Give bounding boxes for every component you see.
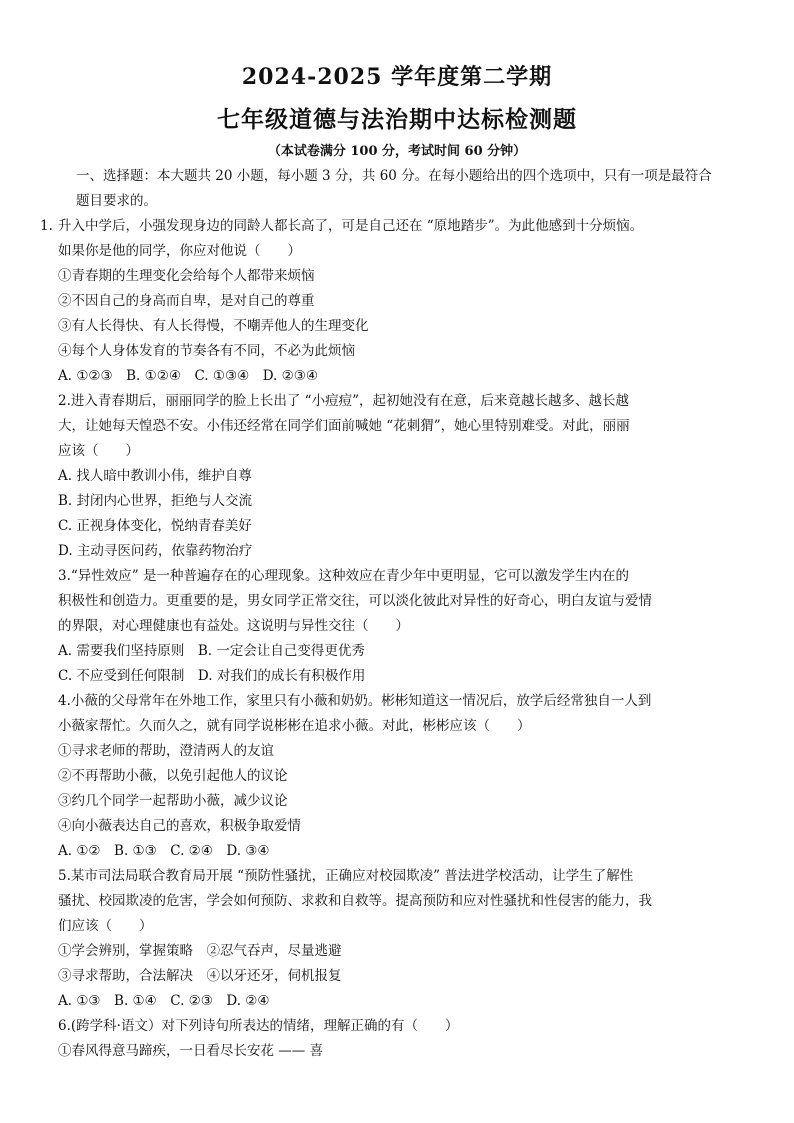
statement-item: ①寻求老师的帮助，澄清两人的友谊: [58, 743, 274, 759]
section-instructions-line: 题目要求的。: [76, 193, 157, 209]
answer-options: C. 不应受到任何限制 D. 对我们的成长有积极作用: [58, 668, 366, 684]
statement-item: ④向小薇表达自己的喜欢，积极争取爱情: [58, 818, 301, 834]
question-text: 骚扰、校园欺凌的危害，学会如何预防、求救和自救等。提高预防和应对性骚扰和性侵害的能力，我: [58, 893, 652, 909]
question-number: 1.: [40, 218, 53, 234]
statement-item: ①青春期的生理变化会给每个人都带来烦恼: [58, 268, 315, 284]
question-6-stem: 6.(跨学科·语文）对下列诗句所表达的情绪，理解正确的有（ ）: [58, 1018, 459, 1034]
question-1-stem: [40, 214, 734, 239]
answer-option: D. 主动寻医问药，依靠药物治疗: [58, 543, 253, 559]
question-text: 积极性和创造力。更重要的是，男女同学正常交往，可以淡化彼此对异性的好奇心，明白友谊与爱情: [58, 593, 652, 609]
answer-option: A. 找人暗中教训小伟，维护自尊: [58, 468, 252, 484]
statement-item: ③约几个同学一起帮助小薇，减少议论: [58, 793, 288, 809]
statement-item: ②不因自己的身高而自卑，是对自己的尊重: [58, 293, 315, 309]
answer-options: A. ①② B. ①③ C. ②④ D. ③④: [58, 843, 270, 859]
question-text: 小薇家帮忙。久而久之，就有同学说彬彬在追求小薇。对此，彬彬应该（ ）: [58, 718, 531, 734]
statement-items: ①学会辨别，掌握策略 ②忍气吞声，尽量逃避: [58, 943, 342, 959]
answer-options: A. ①③ B. ①④ C. ②③ D. ②④: [58, 993, 270, 1009]
exam-body: [40, 164, 734, 1064]
answer-options: A. 需要我们坚持原则 B. 一定会让自己变得更优秀: [58, 643, 365, 659]
statement-items: ③寻求帮助，合法解决 ④以牙还牙，伺机报复: [58, 968, 342, 984]
statement-item: ②不再帮助小薇，以免引起他人的议论: [58, 768, 288, 784]
question-2-stem: 2.进入青春期后，丽丽同学的脸上长出了 “小痘痘”，起初她没有在意，后来竟越长越多、越长越: [58, 393, 629, 409]
statement-item: ③有人长得快、有人长得慢，不嘲弄他人的生理变化: [58, 318, 369, 334]
question-text: 升入中学后，小强发现身边的同龄人都长高了，可是自己还在 “原地踏步”。为此他感到十分烦恼。: [58, 218, 644, 234]
answer-option: B. 封闭内心世界，拒绝与人交流: [58, 493, 253, 509]
question-text: 们应该（ ）: [58, 918, 153, 934]
question-4-stem: 4.小薇的父母常年在外地工作，家里只有小薇和奶奶。彬彬知道这一情况后，放学后经常独自一人到: [58, 693, 652, 709]
statement-item: ①春风得意马蹄疾，一日看尽长安花 —— 喜: [58, 1043, 324, 1059]
answer-option: C. 正视身体变化，悦纳青春美好: [58, 518, 252, 534]
exam-title: 七年级道德与法治期中达标检测题: [217, 106, 577, 133]
question-text: 如果你是他的同学，你应对他说（ ）: [58, 243, 301, 259]
exam-info: （本试卷满分 100 分，考试时间 60 分钟）: [267, 144, 527, 159]
question-text: 大，让她每天惶恐不安。小伟还经常在同学们面前喊她 “花刺猬”，她心里特别难受。对此，丽丽: [58, 418, 630, 434]
year-title: 2024-2025 学年度第二学期: [241, 64, 553, 90]
question-5-stem: 5.某市司法局联合教育局开展 “预防性骚扰，正确应对校园欺凌” 普法进学校活动，让学生了解性: [58, 868, 634, 884]
question-text: 应该（ ）: [58, 443, 139, 459]
section-instructions-line: 一、选择题：本大题共 20 小题，每小题 3 分，共 60 分。在每小题给出的四个选项中，只有一项是最符合: [76, 168, 712, 184]
question-3-stem: 3.“异性效应” 是一种普遍存在的心理现象。这种效应在青少年中更明显，它可以激发学生内在的: [58, 568, 629, 584]
question-text: 的界限，对心理健康也有益处。这说明与异性交往（ ）: [58, 618, 409, 634]
answer-options: A. ①②③ B. ①②④ C. ①③④ D. ②③④: [58, 368, 318, 384]
statement-item: ④每个人身体发育的节奏各有不同，不必为此烦恼: [58, 343, 355, 359]
